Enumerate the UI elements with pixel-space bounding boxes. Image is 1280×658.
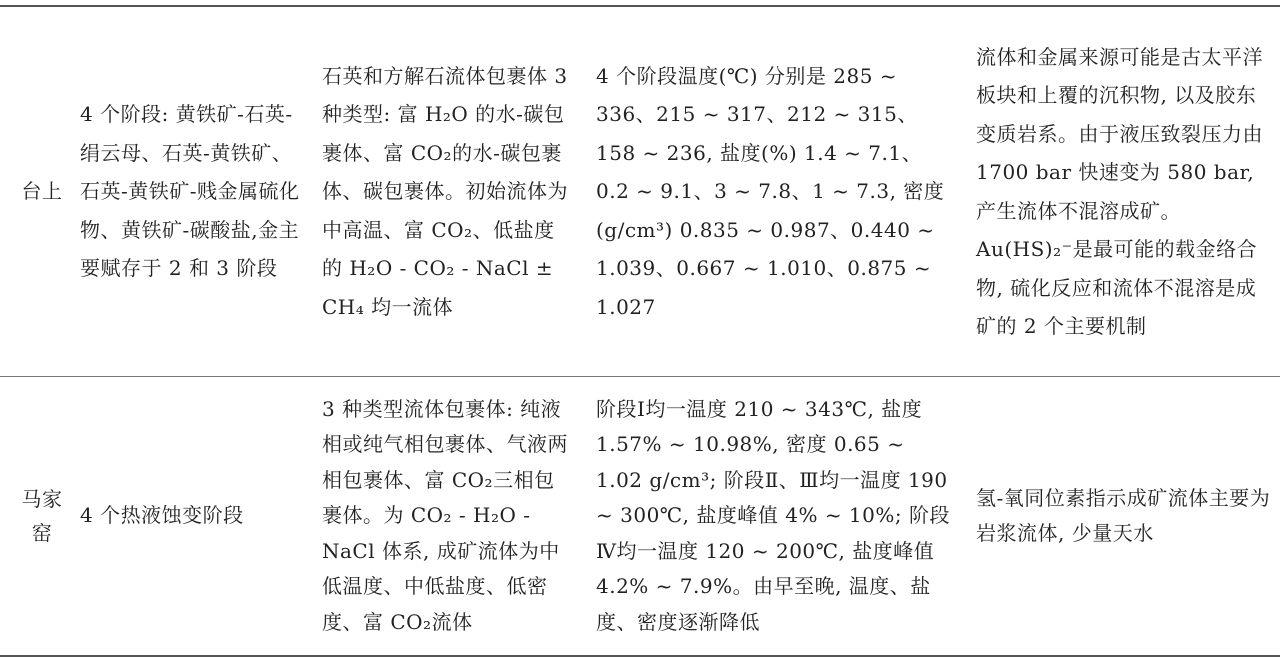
mineralization-stages: 4 个热液蚀变阶段 [80,503,244,528]
temperature-salinity-density-cell [596,377,952,655]
fluid-inclusions-cell [322,377,574,655]
source-mechanism-cell [976,7,1276,376]
deposit-name: 台上 [21,179,63,204]
fluid-inclusions: 3 种类型流体包裹体: 纯液相或纯气相包裹体、气液两相包裹体、富 CO₂三相包裹体。为 CO₂ - H₂O - NaCl 体系, 成矿流体为中低温度、中低盐度、低密度、富 CO₂流体 [322,396,568,634]
temperature-salinity-density: 4 个阶段温度(℃) 分别是 285 ~ 336、215 ~ 317、212 ~ 315、158 ~ 236, 盐度(%) 1.4 ~ 7.1、0.2 ~ 9.1、3 ~ 7.8、1 ~ 7.3, 密度(g/cm³) 0.835 ~ 0.987、0.440 ~ 1.039、0.667 ~ 1.010、0.875 ~ 1.027 [596,63,945,319]
source-mechanism: 流体和金属来源可能是古太平洋板块和上覆的沉积物, 以及胶东变质岩系。由于液压致裂压力由 1700 bar 快速变为 580 bar, 产生流体不混溶成矿。Au(HS)₂⁻是最可能的载金络合物, 硫化反应和流体不混溶是成矿的 2 个主要机制 [976,44,1263,338]
deposit-name: 马家窑 [21,487,63,545]
source-mechanism-cell [976,377,1276,655]
table-row-majiayao [0,377,1280,655]
fluid-inclusions-cell [322,7,574,376]
table-row-taishang [0,7,1280,376]
mineralization-stages-cell [80,7,302,376]
fluid-inclusions: 石英和方解石流体包裹体 3 种类型: 富 H₂O 的水-碳包裹体、富 CO₂的水-碳包裹体、碳包裹体。初始流体为中高温、富 CO₂、低盐度的 H₂O - CO₂ - NaCl ± CH₄ 均一流体 [322,63,568,319]
table-bottom-rule [0,655,1280,657]
temperature-salinity-density: 阶段Ⅰ均一温度 210 ~ 343℃, 盐度 1.57% ~ 10.98%, 密度 0.65 ~ 1.02 g/cm³; 阶段Ⅱ、Ⅲ均一温度 190 ~ 300℃, 盐度峰值 4% ~ 10%; 阶段Ⅳ均一温度 120 ~ 200℃, 盐度峰值 4.2% ~ 7.9%。由早至晚, 温度、盐度、密度逐渐降低 [596,396,950,634]
deposit-name-cell [14,377,70,655]
deposit-name-cell [14,7,70,376]
mineralization-stages: 4 个阶段: 黄铁矿-石英-绢云母、石英-黄铁矿、石英-黄铁矿-贱金属硫化物、黄铁矿-碳酸盐,金主要赋存于 2 和 3 阶段 [80,102,300,281]
temperature-salinity-density-cell [596,7,952,376]
mineralization-stages-cell [80,377,302,655]
source-mechanism: 氢-氧同位素指示成矿流体主要为岩浆流体, 少量天水 [976,485,1271,545]
